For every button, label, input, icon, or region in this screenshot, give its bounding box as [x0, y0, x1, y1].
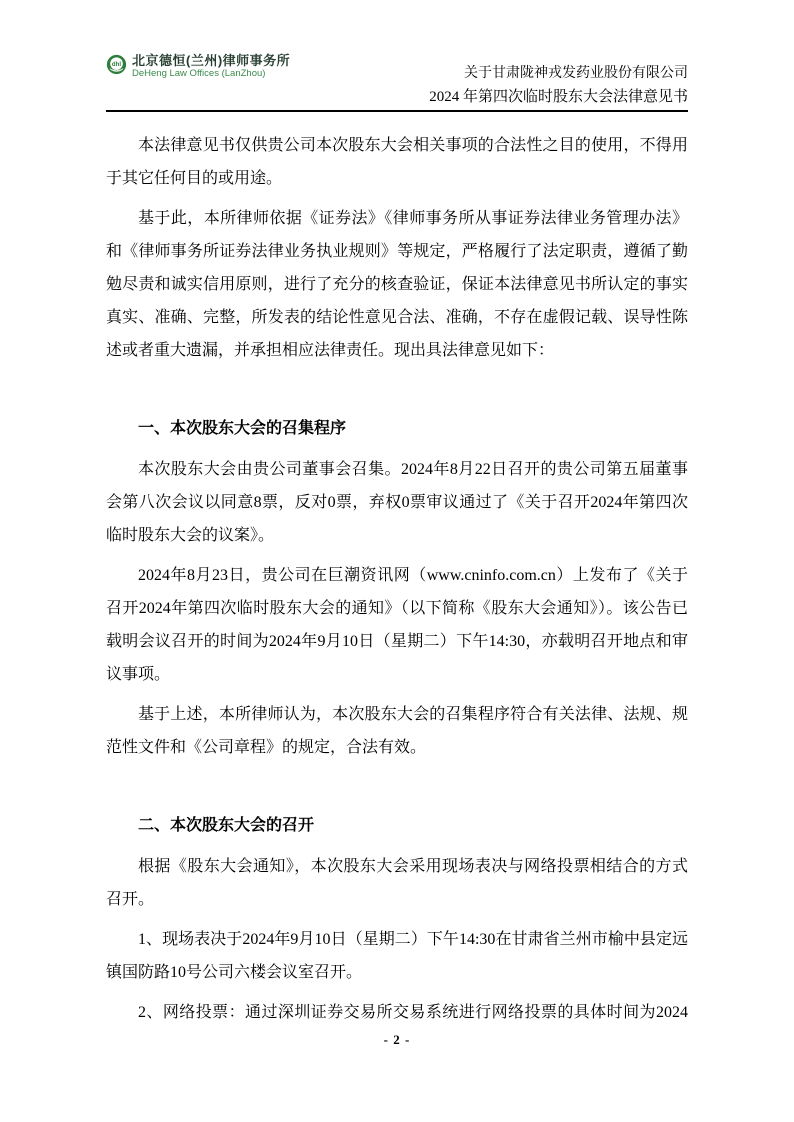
deheng-emblem-icon: [106, 54, 127, 75]
paragraph-notice-publication: 2024年8月23日，贵公司在巨潮资讯网（www.cninfo.com.cn）上发布了《关于召开2024年第四次临时股东大会的通知》（以下简称《股东大会通知》）。该公告已载明会议召开的时间为2024年9月10日（星期二）下午14:30，亦载明召开地点和审议事项。: [106, 567, 688, 683]
paragraph-onsite-voting: 1、现场表决于2024年9月10日（星期二）下午14:30在甘肃省兰州市榆中县定远镇国防路10号公司六楼会议室召开。: [106, 931, 688, 981]
firm-name-cn: 北京德恒(兰州)律师事务所: [132, 53, 291, 68]
paragraph-board-convening: 本次股东大会由贵公司董事会召集。2024年8月22日召开的贵公司第五届董事会第八次会议以同意8票，反对0票，弃权0票审议通过了《关于召开2024年第四次临时股东大会的议案》。: [106, 461, 688, 544]
document-title-block: [429, 62, 688, 109]
paragraph-online-voting: 2、网络投票：通过深圳证券交易所交易系统进行网络投票的具体时间为2024: [138, 1004, 688, 1021]
document-body: [106, 112, 688, 1029]
section-heading-2: 二、本次股东大会的召开: [138, 817, 315, 834]
paragraph-usage-restriction: 本法律意见书仅供贵公司本次股东大会相关事项的合法性之目的使用，不得用于其它任何目的或用途。: [106, 137, 688, 187]
law-firm-brand: [106, 53, 290, 79]
page-number: - 2 -: [383, 1032, 411, 1047]
document-header: [106, 0, 688, 109]
firm-name-block: [132, 53, 290, 79]
paragraph-convening-conclusion: 基于上述，本所律师认为，本次股东大会的召集程序符合有关法律、法规、规范性文件和《公司章程》的规定，合法有效。: [106, 706, 688, 756]
paragraph-legal-basis: 基于此，本所律师依据《证券法》《律师事务所从事证券法律业务管理办法》和《律师事务所证券法律业务执业规则》等规定，严格履行了法定职责，遵循了勤勉尽责和诚实信用原则，进行了充分的核查验证，保证本法律意见书所认定的事实真实、准确、完整，所发表的结论性意见合法、准确，不存在虚假记载、误导性陈述或者重大遗漏，并承担相应法律责任。现出具法律意见如下：: [106, 210, 688, 359]
doc-title-line-1: 关于甘肃陇神戎发药业股份有限公司: [464, 66, 688, 81]
paragraph-meeting-method: 根据《股东大会通知》，本次股东大会采用现场表决与网络投票相结合的方式召开。: [106, 858, 688, 908]
firm-name-en: DeHeng Law Offices (LanZhou): [132, 68, 266, 79]
section-heading-1: 一、本次股东大会的召集程序: [138, 420, 347, 437]
svg-text:dhl: dhl: [111, 60, 122, 68]
doc-title-line-2: 2024 年第四次临时股东大会法律意见书: [429, 89, 688, 105]
